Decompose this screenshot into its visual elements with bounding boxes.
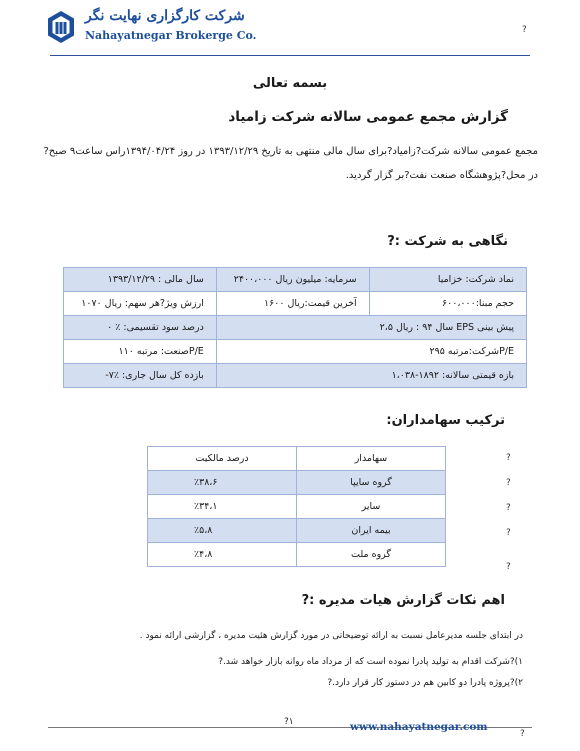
- header-divider: [50, 55, 530, 56]
- table-row: [64, 340, 527, 364]
- brand-name-en: Nahayatnegar Brokerge Co.: [85, 29, 257, 42]
- shareholders-heading: ترکیب سهامداران:: [386, 413, 505, 428]
- table-cell: حجم مبنا:۶۰۰،۰۰۰: [369, 292, 526, 316]
- holder-name: بیمه ایران: [297, 519, 446, 543]
- corner-box-icon: ?: [520, 729, 525, 739]
- company-info-table: [63, 267, 527, 388]
- table-row: [148, 495, 446, 519]
- board-point-1: ۱)?شرکت اقدام به تولید پادرا نموده است که از مرداد ماه روانه بازار خواهد شد.?: [218, 657, 523, 667]
- holder-name: گروه ملت: [297, 543, 446, 567]
- box-glyph-icon: ?: [506, 453, 511, 463]
- table-cell: ارزش ویژ?هر سهم: ریال ۱۰۷۰: [64, 292, 217, 316]
- board-heading: اهم نکات گزارش هیات مدیره :?: [301, 593, 505, 608]
- holder-percent: ٪۳۴،۱: [148, 495, 297, 519]
- table-cell: آخرین قیمت:ریال ۱۶۰۰: [216, 292, 369, 316]
- table-row: [64, 268, 527, 292]
- box-glyph-icon: ?: [506, 562, 511, 572]
- brand-name-fa: شرکت کارگزاری نهایت نگر: [85, 8, 245, 24]
- table-row: [64, 316, 527, 340]
- table-header-row: [148, 447, 446, 471]
- column-header-holder: سهامدار: [297, 447, 446, 471]
- holder-percent: ٪۵،۸: [148, 519, 297, 543]
- company-logo-icon: [47, 10, 75, 44]
- board-point-2: ۲)?پروژه پادرا دو کابین هم در دستور کار قرار دارد.?: [327, 678, 523, 688]
- corner-box-icon: ?: [522, 25, 527, 35]
- table-cell: درصد سود تقسیمی: ٪ ۰: [64, 316, 217, 340]
- holder-name: سایر: [297, 495, 446, 519]
- board-intro: در ابتدای جلسه مدیرعامل نسبت به ارائه توضیحاتی در مورد گزارش هئیت مدیره ، گزارشی ارائه نمود .: [139, 631, 523, 641]
- table-cell: بازده کل سال جاری: ٪۷-: [64, 364, 217, 388]
- box-glyph-icon: ?: [506, 528, 511, 538]
- table-row: [148, 471, 446, 495]
- table-row: [64, 364, 527, 388]
- basmala: بسمه تعالی: [252, 76, 328, 91]
- box-glyph-icon: ?: [506, 503, 511, 513]
- table-row: [148, 543, 446, 567]
- website-link[interactable]: www.nahayatnegar.com: [350, 721, 488, 733]
- table-cell: سرمایه: میلیون ریال ۲۴۰۰،۰۰۰: [216, 268, 369, 292]
- table-row: [64, 292, 527, 316]
- holder-percent: ٪۳۸،۶: [148, 471, 297, 495]
- table-cell: نماد شرکت: خزامیا: [369, 268, 526, 292]
- table-cell: سال مالی : ۱۳۹۳/۱۲/۲۹: [64, 268, 217, 292]
- box-glyph-icon: ?: [506, 478, 511, 488]
- intro-line-2: در محل?پژوهشگاه صنعت نفت?بر گزار گردید.: [345, 170, 538, 181]
- table-cell: P/Eشرکت:مرتبه ۲۹۵: [216, 340, 526, 364]
- holder-percent: ٪۴،۸: [148, 543, 297, 567]
- page-number: ?۱: [284, 717, 294, 727]
- intro-line-1: مجمع عمومی سالانه شرکت?زامیاد?برای سال مالی منتهی به تاریخ ۱۳۹۳/۱۲/۲۹ در روز ۱۳۹۴/۰۴/۲۴راس ساعت۹ صبح?: [43, 146, 538, 157]
- holder-name: گروه سایپا: [297, 471, 446, 495]
- table-cell: پیش بینی EPS سال ۹۴ : ریال ۲،۵: [216, 316, 526, 340]
- shareholders-table: [147, 446, 446, 567]
- report-title: گزارش مجمع عمومی سالانه شرکت زامیاد: [228, 109, 508, 125]
- table-cell: P/Eصنعت: مرتبه ۱۱۰: [64, 340, 217, 364]
- overview-heading: نگاهی به شرکت :?: [387, 234, 508, 249]
- table-cell: بازه قیمتی سالانه: ۱۸۹۲-۱،۰۳۸: [216, 364, 526, 388]
- column-header-percent: درصد مالکیت: [148, 447, 297, 471]
- table-row: [148, 519, 446, 543]
